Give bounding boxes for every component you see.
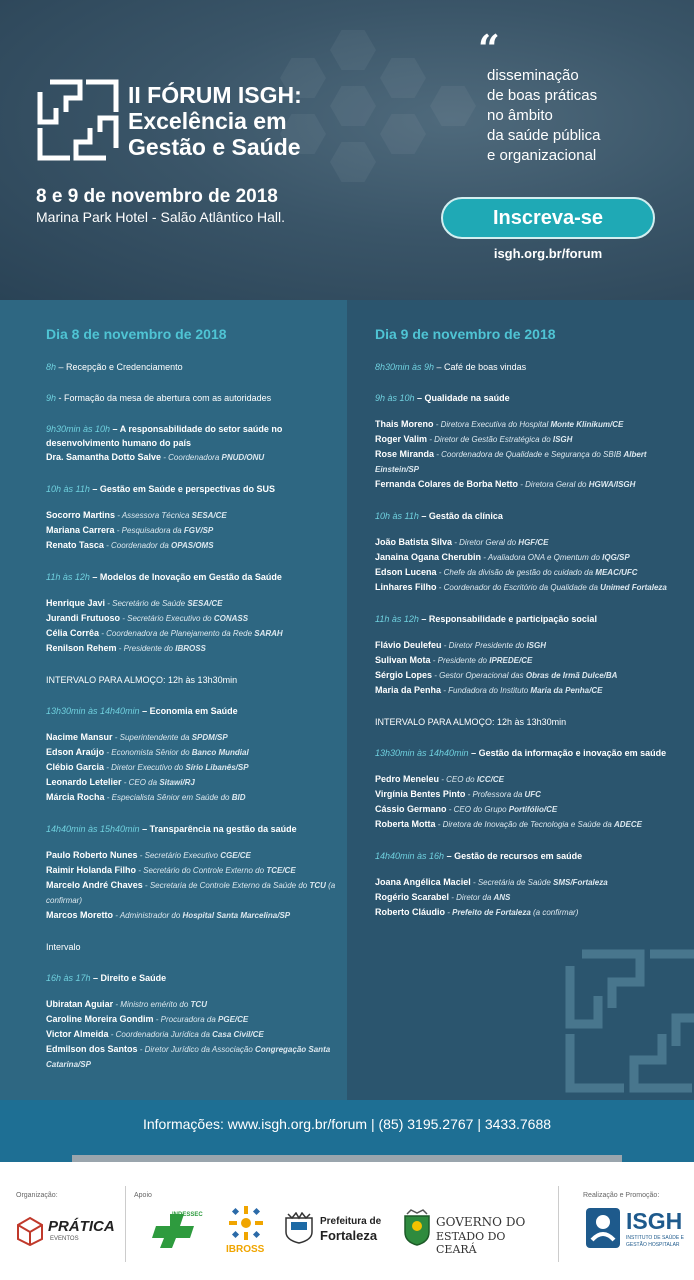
speaker-role: - Secretaria de Controle Externo da Saúde do: [142, 881, 310, 890]
hex-decor: [330, 30, 376, 70]
speaker: [46, 760, 342, 775]
speaker: [375, 550, 687, 565]
speaker-role: - Secretária de Saúde: [470, 878, 553, 887]
speaker: [46, 1012, 342, 1027]
speaker-name: Linhares Filho: [375, 582, 437, 592]
speaker-name: Renilson Rehem: [46, 643, 117, 653]
speaker-org: TCE/CE: [266, 866, 296, 875]
speaker-name: Fernanda Colares de Borba Netto: [375, 479, 519, 489]
tagline-line: da saúde pública: [487, 127, 601, 144]
schedule-slot: [375, 612, 687, 698]
tagline-line: disseminação: [487, 67, 579, 84]
speaker-org: Obras de Irmã Dulce/BA: [525, 671, 618, 680]
governo-line2: ESTADO DO CEARÁ: [436, 1230, 506, 1256]
speaker-role: - Administrador do: [113, 911, 183, 920]
speaker-role: - Gestor Operacional das: [432, 671, 526, 680]
slot-title: – Transparência na gestão da saúde: [139, 824, 297, 834]
tagline-line: no âmbito: [487, 107, 553, 124]
speaker-name: Virgínia Bentes Pinto: [375, 789, 466, 799]
speaker-org: HGWA/ISGH: [588, 480, 636, 489]
speaker-role: - CEO da: [121, 778, 160, 787]
speaker-org: Sitawi/RJ: [159, 778, 195, 787]
event-date: 8 e 9 de novembro de 2018: [36, 186, 278, 207]
speaker-org: FGV/SP: [183, 526, 214, 535]
day2-column: [347, 300, 694, 1100]
speaker-role: - Diretor Presidente do: [441, 641, 527, 650]
speaker-org: PGE/CE: [218, 1015, 249, 1024]
quote-icon: “: [478, 26, 500, 71]
speaker-org: CONASS: [213, 614, 249, 623]
slot-time: 11h às 12h: [46, 572, 90, 582]
speaker-name: Leonardo Letelier: [46, 777, 122, 787]
isgh-sub2: GESTÃO HOSPITALAR: [626, 1242, 680, 1248]
divider: [558, 1186, 559, 1262]
slot-title: – Qualidade na saúde: [414, 393, 510, 403]
event-venue: Marina Park Hotel - Salão Atlântico Hall.: [36, 209, 285, 225]
speaker-name: Jurandi Frutuoso: [46, 613, 120, 623]
slot-time: 13h30min às 14h40min: [375, 748, 469, 758]
speaker-org: IPREDE/CE: [489, 656, 533, 665]
slot-time: 11h às 12h: [375, 614, 419, 624]
speaker-role: - Coordenadoria Jurídica da: [108, 1030, 213, 1039]
speaker-name: Sulivan Mota: [375, 655, 431, 665]
speaker-note: (a confirmar): [530, 908, 579, 917]
speaker: [46, 1042, 342, 1072]
speaker-org: Maria da Penha/CE: [530, 686, 603, 695]
pratica-logo[interactable]: [16, 1214, 116, 1248]
slot-title: – Gestão de recursos em saúde: [444, 851, 583, 861]
speaker-name: Roberto Cláudio: [375, 907, 445, 917]
speaker-note: (a confirmar): [46, 881, 336, 905]
speaker-role: - Economista Sênior do: [104, 748, 192, 757]
speaker-name: Edmilson dos Santos: [46, 1044, 138, 1054]
speaker-name: Roberta Motta: [375, 819, 436, 829]
speaker-role: - Secretário de Saúde: [105, 599, 188, 608]
speaker-role: - Procuradora da: [153, 1015, 219, 1024]
speaker-org: Sírio Libanês/SP: [185, 763, 249, 772]
speaker-name: Nacime Mansur: [46, 732, 113, 742]
speaker-name: Sérgio Lopes: [375, 670, 433, 680]
speaker: [375, 890, 687, 905]
isgh-logo[interactable]: [584, 1206, 684, 1252]
speaker: [375, 875, 687, 890]
slot-title: – Café de boas vindas: [434, 362, 527, 372]
speaker: [46, 997, 342, 1012]
speaker-list: [375, 535, 687, 595]
speaker-role: - Diretor da: [449, 893, 494, 902]
speaker: [46, 523, 342, 538]
speaker: [46, 908, 342, 923]
speaker-name: Marcos Moretto: [46, 910, 114, 920]
speaker: [375, 817, 687, 832]
slot-time: 9h30min às 10h: [46, 424, 111, 434]
speaker: [46, 775, 342, 790]
hex-decor: [380, 58, 426, 98]
speaker-list: [46, 997, 342, 1072]
speaker-list: [46, 848, 342, 923]
speaker-name: Henrique Javi: [46, 598, 106, 608]
speaker-name: Victor Almeida: [46, 1029, 109, 1039]
forum-title: [128, 82, 302, 160]
slot-time: 9h às 10h: [375, 393, 415, 403]
schedule-slot: [46, 704, 342, 805]
speaker-role: - CEO do: [439, 775, 477, 784]
ibross-name: IBROSS: [226, 1244, 265, 1255]
schedule-slot: [375, 509, 687, 595]
speaker-role: - Diretor Geral do: [452, 538, 519, 547]
cube-icon: [16, 1216, 44, 1246]
slot-time: 14h40min às 16h: [375, 851, 445, 861]
speaker-org: SPDM/SP: [191, 733, 228, 742]
speaker-role: - Chefe da divisão de gestão do cuidado da: [436, 568, 596, 577]
speaker-role: - Pesquisadora da: [114, 526, 184, 535]
indessec-name: INDESSEC: [172, 1212, 203, 1218]
speaker-org: Congregação Santa Catarina/SP: [46, 1045, 331, 1069]
speaker-name: Paulo Roberto Nunes: [46, 850, 138, 860]
header-banner: [0, 0, 694, 300]
speaker-list: [375, 772, 687, 832]
slot-title: - Formação da mesa de abertura com as autoridades: [56, 393, 272, 403]
speaker-role: -: [445, 908, 453, 917]
speaker-name: Thais Moreno: [375, 419, 434, 429]
speaker-role: - Diretora de Inovação de Tecnologia e Saúde da: [435, 820, 614, 829]
speaker-org: IBROSS: [175, 644, 206, 653]
schedule-slot: [46, 570, 342, 656]
speaker-role: - Coordenador da: [103, 541, 172, 550]
slot-title: – Modelos de Inovação em Gestão da Saúde: [89, 572, 282, 582]
speaker-list: [46, 730, 342, 805]
tagline: [487, 66, 600, 166]
slot-title: – Gestão da informação e inovação em saúde: [468, 748, 667, 758]
slot-time: 10h às 11h: [46, 484, 90, 494]
schedule-slot: [375, 391, 687, 492]
slot-time: 13h30min às 14h40min: [46, 706, 140, 716]
speaker-list: [375, 638, 687, 698]
lunch-break: INTERVALO PARA ALMOÇO: 12h às 13h30min: [375, 717, 567, 727]
speaker-role: - Coordenadora de Qualidade e Segurança do SBIB: [434, 450, 624, 459]
hex-decor: [330, 142, 376, 182]
isgh-sub1: INSTITUTO DE SAÚDE E: [626, 1235, 684, 1241]
speaker: [46, 1027, 342, 1042]
speaker-name: Maria da Penha: [375, 685, 442, 695]
speaker: [46, 878, 342, 908]
pratica-sub: EVENTOS: [50, 1236, 79, 1242]
slot-time: 16h às 17h: [46, 973, 91, 983]
schedule-slot: [375, 360, 687, 374]
speaker-name: Rogério Scarabel: [375, 892, 450, 902]
speaker: [46, 863, 342, 878]
slot-time: 10h às 11h: [375, 511, 419, 521]
speaker-name: Pedro Meneleu: [375, 774, 440, 784]
speaker: [375, 787, 687, 802]
speaker-role: - Diretora Geral do: [518, 480, 589, 489]
speaker-name: Dra. Samantha Dotto Salve: [46, 452, 162, 462]
prefeitura-line2: Fortaleza: [320, 1228, 378, 1243]
slot-time: 8h: [46, 362, 57, 372]
speaker: [46, 450, 342, 465]
tagline-line: e organizacional: [487, 147, 597, 164]
slot-title: – Economia em Saúde: [139, 706, 238, 716]
speaker-name: Janaina Ogana Cherubin: [375, 552, 482, 562]
speaker-org: SARAH: [254, 629, 283, 638]
speaker-org: TCU: [190, 1000, 207, 1009]
speaker-role: - Presidente do: [116, 644, 176, 653]
speaker: [375, 668, 687, 683]
contact-info[interactable]: Informações: www.isgh.org.br/forum | (85) 3195.2767 | 3433.7688: [142, 1116, 552, 1132]
speaker-name: Edson Lucena: [375, 567, 437, 577]
speaker-role: - Diretor Executivo do: [104, 763, 186, 772]
prefeitura-logo[interactable]: [282, 1212, 388, 1246]
speaker-list: [375, 875, 687, 920]
day1-column: [0, 300, 347, 1100]
speaker-org: UFC: [524, 790, 541, 799]
speaker-org: Hospital Santa Marcelina/SP: [182, 911, 291, 920]
schedule-slot: [46, 822, 342, 923]
speaker-role: - Secretário do Controle Externo do: [136, 866, 267, 875]
speaker-name: Mariana Carrera: [46, 525, 115, 535]
schedule-slot: [46, 971, 342, 1072]
speaker-role: - Coordenadora de Planejamento da Rede: [99, 629, 255, 638]
forum-watermark-icon: [562, 946, 694, 1096]
organization-label: Organização:: [16, 1192, 58, 1199]
speaker-role: - Fundadora do Instituto: [441, 686, 531, 695]
speaker-name: Raimir Holanda Filho: [46, 865, 137, 875]
speaker: [46, 611, 342, 626]
speaker-name: Márcia Rocha: [46, 792, 105, 802]
speaker-org: ISGH: [526, 641, 547, 650]
speaker-org: MEAC/UFC: [595, 568, 638, 577]
speaker-role: - Superintendente da: [112, 733, 192, 742]
speaker-org: Portifólio/CE: [508, 805, 558, 814]
schedule-slot: [46, 391, 342, 405]
speaker-name: João Batista Silva: [375, 537, 453, 547]
schedule-slot: [46, 422, 342, 465]
speaker: [375, 683, 687, 698]
forum-logo-icon: [36, 78, 120, 162]
speaker-role: - Ministro emérito do: [113, 1000, 191, 1009]
speaker-list: [375, 417, 687, 492]
speaker: [375, 638, 687, 653]
hex-decor: [380, 114, 426, 154]
slot-title: – Direito e Saúde: [90, 973, 167, 983]
speaker-role: - Coordenadora: [161, 453, 222, 462]
speaker-name: Rose Miranda: [375, 449, 435, 459]
forum-title-line: II FÓRUM ISGH:: [128, 82, 302, 108]
speaker: [46, 538, 342, 553]
sponsors-bar: [0, 1162, 694, 1280]
speaker: [46, 641, 342, 656]
speaker: [46, 508, 342, 523]
slot-title: – Responsabilidade e participação social: [418, 614, 597, 624]
speaker: [375, 432, 687, 447]
speaker-name: Flávio Deulefeu: [375, 640, 442, 650]
slot-time: 8h30min às 9h: [375, 362, 435, 372]
speaker: [375, 772, 687, 787]
lunch-break: INTERVALO PARA ALMOÇO: 12h às 13h30min: [46, 675, 238, 685]
slot-time: 14h40min às 15h40min: [46, 824, 140, 834]
register-link[interactable]: isgh.org.br/forum: [493, 246, 603, 261]
speaker-org: PNUD/ONU: [221, 453, 265, 462]
slot-title: – Gestão da clínica: [418, 511, 503, 521]
prefeitura-line1: Prefeitura de: [320, 1216, 382, 1227]
speaker-role: - Secretário Executivo do: [120, 614, 214, 623]
indessec-logo[interactable]: [150, 1210, 210, 1254]
governo-ceara-logo[interactable]: [402, 1208, 542, 1256]
speaker-org: HGF/CE: [518, 538, 549, 547]
speaker: [46, 848, 342, 863]
speaker-org: Monte Klinikum/CE: [550, 420, 624, 429]
speaker-org: BID: [231, 793, 246, 802]
speaker-role: - Diretora Executiva do Hospital: [433, 420, 551, 429]
speaker: [375, 905, 687, 920]
speaker: [375, 447, 687, 477]
speaker: [46, 596, 342, 611]
speaker: [375, 535, 687, 550]
speaker-name: Célia Corrêa: [46, 628, 100, 638]
speaker-org: Banco Mundial: [191, 748, 249, 757]
speaker: [375, 417, 687, 432]
speaker: [375, 565, 687, 580]
day-title: Dia 8 de novembro de 2018: [46, 326, 227, 342]
slot-title: – Recepção e Credenciamento: [56, 362, 183, 372]
speaker-org: OPAS/OMS: [171, 541, 214, 550]
speaker-role: - Avaliadora ONA e Qmentum do: [481, 553, 603, 562]
speaker-role: - Secretário Executivo: [137, 851, 221, 860]
speaker-org: Prefeito de Fortaleza: [452, 908, 531, 917]
forum-title-line: Gestão e Saúde: [128, 134, 301, 160]
pratica-name: PRÁTICA: [48, 1218, 115, 1235]
schedule-slot: [46, 482, 342, 553]
speaker-org: ANS: [493, 893, 511, 902]
forum-title-line: Excelência em: [128, 108, 287, 134]
governo-line1: GOVERNO DO: [436, 1215, 526, 1229]
day-title: Dia 9 de novembro de 2018: [375, 326, 556, 342]
isgh-emblem-icon: [584, 1206, 622, 1250]
tagline-line: de boas práticas: [487, 87, 598, 104]
speaker-name: Cássio Germano: [375, 804, 447, 814]
speaker-role: - CEO do Grupo: [446, 805, 509, 814]
speaker: [46, 626, 342, 641]
slot-time: 9h: [46, 393, 57, 403]
slot-title: – Gestão em Saúde e perspectivas do SUS: [89, 484, 275, 494]
speaker-name: Marcelo André Chaves: [46, 880, 143, 890]
hex-decor: [330, 86, 376, 126]
speaker: [375, 580, 687, 595]
speaker: [46, 730, 342, 745]
speaker-org: SESA/CE: [187, 599, 223, 608]
state-crest-icon: [402, 1208, 432, 1246]
city-crest-icon: [282, 1212, 316, 1244]
speaker-org: SESA/CE: [191, 511, 227, 520]
slot-title: – A responsabilidade do setor saúde no desenvolvimento humano do país: [46, 424, 283, 448]
speaker-role: - Assessora Técnica: [115, 511, 192, 520]
schedule-slot: [375, 746, 687, 832]
schedule-slot: [46, 360, 342, 374]
speaker-role: - Especialista Sênior em Saúde do: [104, 793, 232, 802]
divider: [125, 1186, 126, 1262]
speaker-org: Casa Civil/CE: [212, 1030, 264, 1039]
realization-label: Realização e Promoção:: [583, 1192, 660, 1199]
speaker-name: Renato Tasca: [46, 540, 104, 550]
speaker-org: CGE/CE: [220, 851, 251, 860]
speaker-name: Clébio Garcia: [46, 762, 105, 772]
hex-decor: [430, 86, 476, 126]
support-label: Apoio: [134, 1192, 152, 1199]
speaker-list: [46, 596, 342, 656]
speaker-name: Roger Valim: [375, 434, 428, 444]
ibross-logo[interactable]: [226, 1204, 268, 1262]
register-button[interactable]: Inscreva-se: [441, 197, 655, 239]
speaker-org: IQG/SP: [602, 553, 630, 562]
speaker-name: Ubiratan Aguiar: [46, 999, 114, 1009]
speaker-org: Albert Einstein/SP: [375, 450, 647, 474]
speaker-role: - Diretor de Gestão Estratégica do: [427, 435, 553, 444]
schedule-slot: [375, 849, 687, 920]
sun-icon: [226, 1204, 266, 1242]
speaker-org: ADECE: [614, 820, 643, 829]
speaker-org: TCU: [309, 881, 326, 890]
speaker: [46, 790, 342, 805]
speaker: [375, 477, 687, 492]
speaker-role: - Diretor Jurídico da Associação: [137, 1045, 256, 1054]
speaker: [46, 745, 342, 760]
speaker-role: - Professora da: [465, 790, 525, 799]
speaker-name: Joana Angélica Maciel: [375, 877, 471, 887]
isgh-name: ISGH: [626, 1208, 683, 1234]
speaker: [375, 802, 687, 817]
speaker-role: - Coordenador do Escritório da Qualidade da: [436, 583, 601, 592]
speaker-name: Socorro Martins: [46, 510, 116, 520]
speaker-name: Edson Araújo: [46, 747, 105, 757]
speaker-org: ICC/CE: [476, 775, 504, 784]
speaker-role: - Presidente do: [430, 656, 490, 665]
speaker: [375, 653, 687, 668]
speaker-list: [46, 508, 342, 553]
break-label: Intervalo: [46, 942, 81, 952]
speaker-org: ISGH: [552, 435, 573, 444]
speaker-org: Unimed Fortaleza: [600, 583, 667, 592]
speaker-name: Caroline Moreira Gondim: [46, 1014, 154, 1024]
speaker-org: SMS/Fortaleza: [553, 878, 608, 887]
